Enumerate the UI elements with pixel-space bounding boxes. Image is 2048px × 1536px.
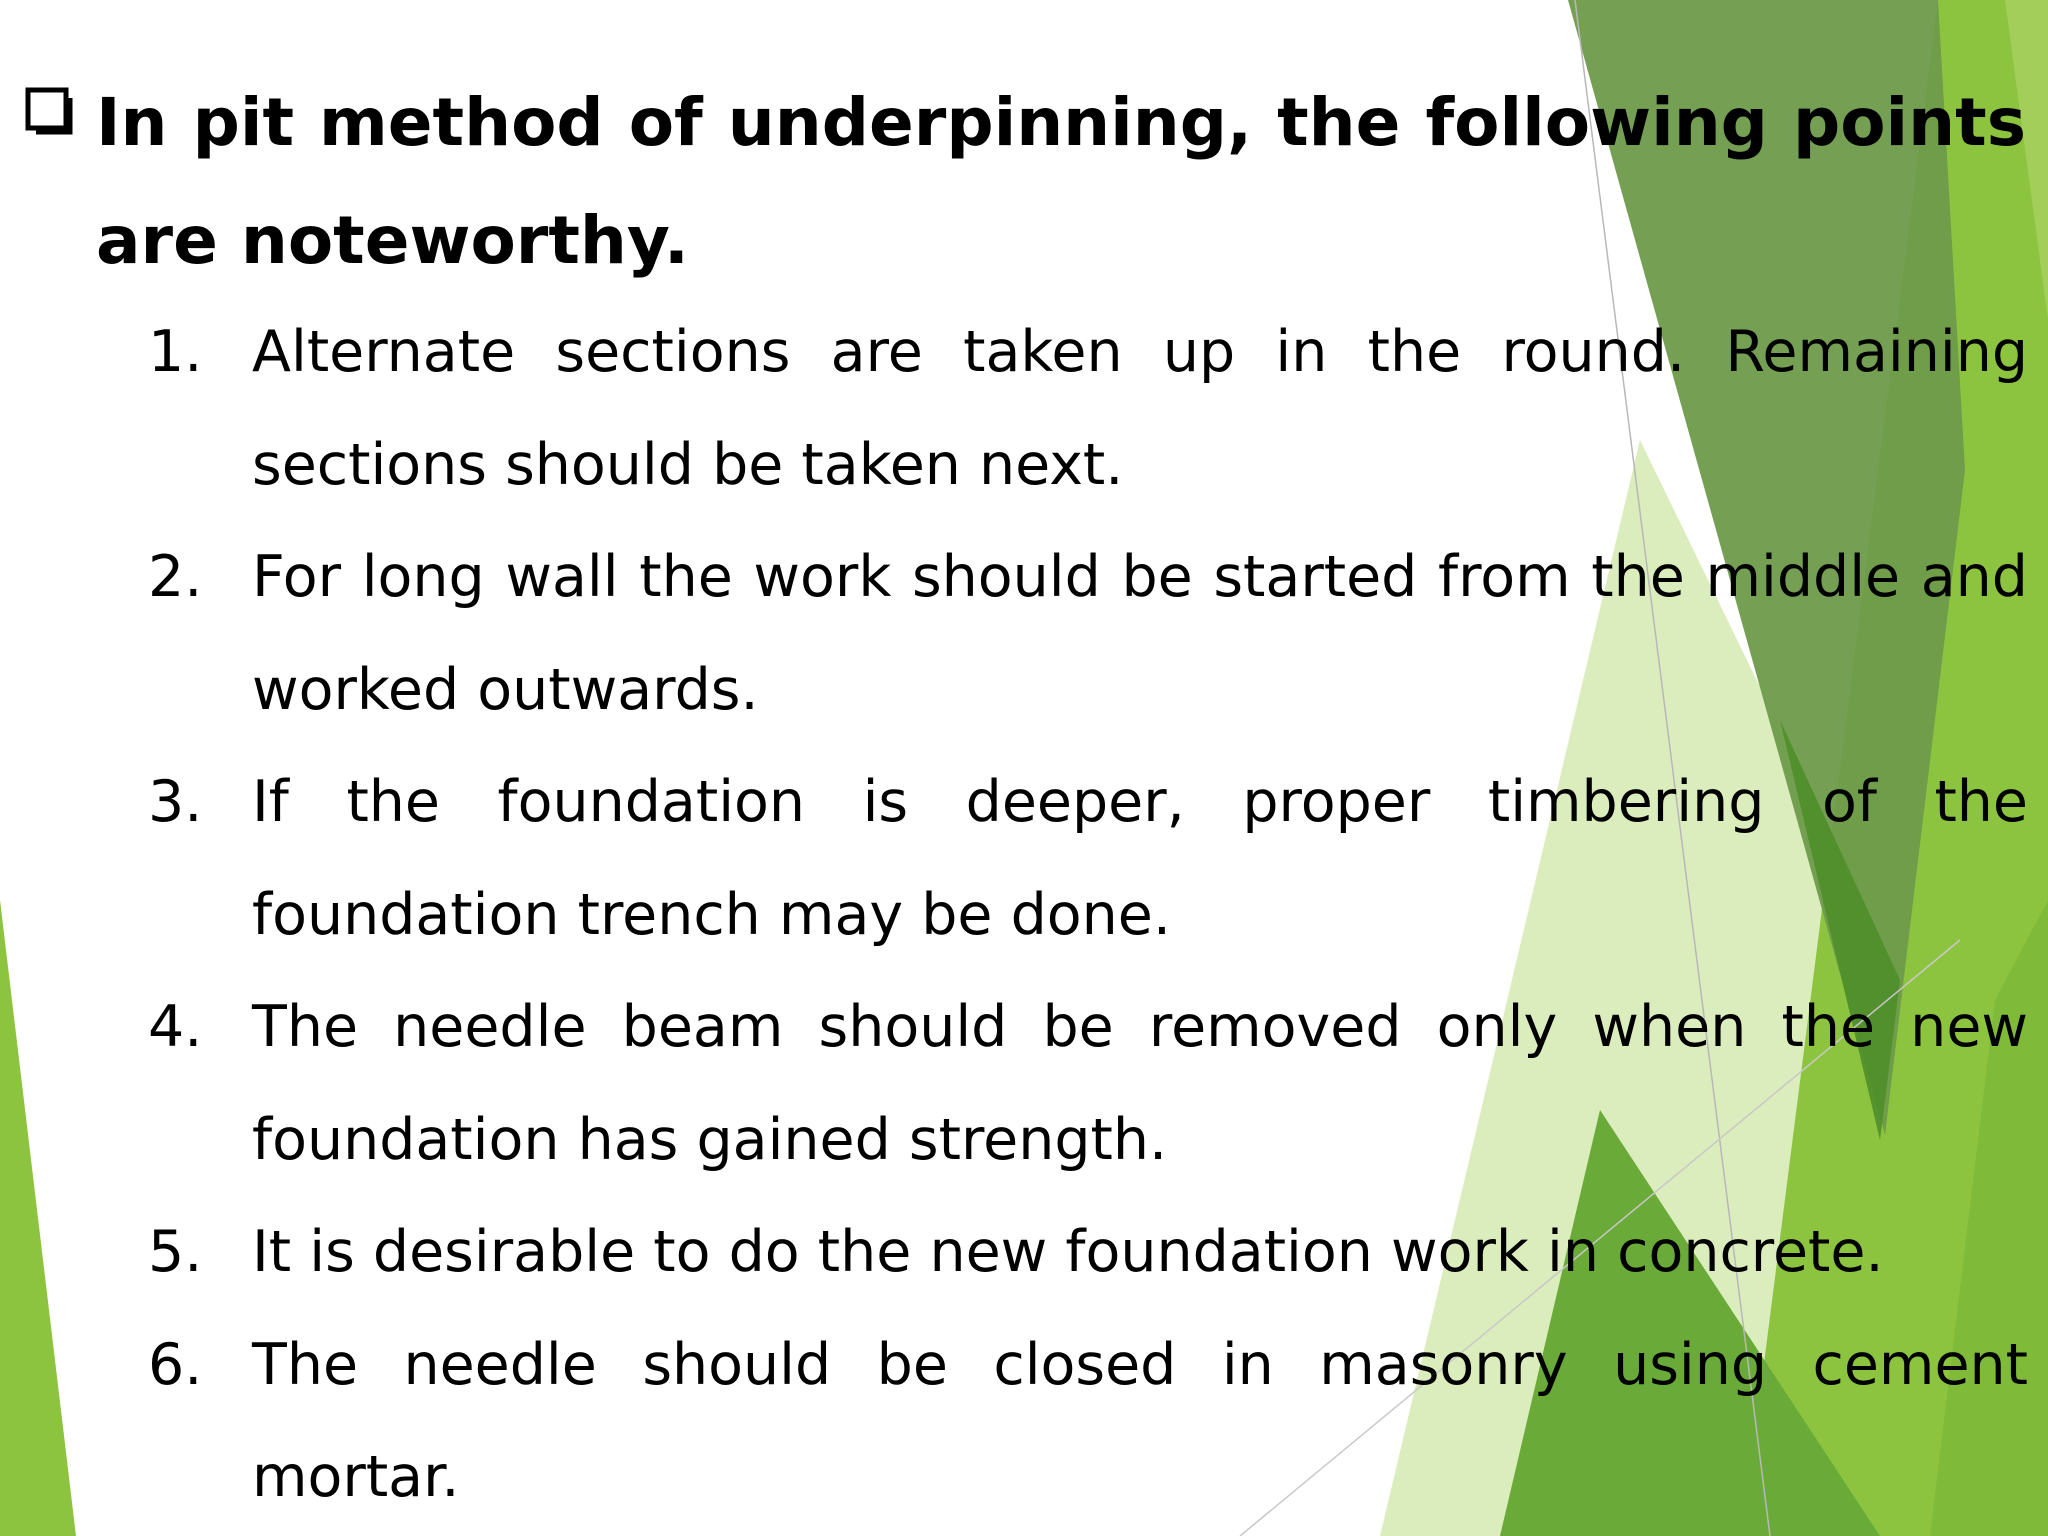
list-item-text: It is desirable to do the new foundation work in concrete. [252, 1219, 1884, 1285]
list-item-text: For long wall the work should be started from the middle and worked outwards. [252, 544, 2028, 723]
list-item-text: The needle should be closed in masonry using cement mortar. [252, 1331, 2028, 1510]
list-item-text: Alternate sections are taken up in the round. Remaining sections should be taken next. [252, 319, 2028, 498]
list-item-text: The needle beam should be removed only when the new foundation has gained strength. [252, 994, 2028, 1173]
heading-text: In pit method of underpinning, the following points are noteworthy. [96, 84, 2026, 279]
numbered-list [148, 296, 2028, 1534]
list-item-number: 1. [148, 319, 203, 385]
list-item-text: If the foundation is deeper, proper timbering of the foundation trench may be done. [252, 769, 2028, 948]
list-item [148, 746, 2028, 971]
list-item-number: 3. [148, 769, 203, 835]
list-item [148, 521, 2028, 746]
list-item-number: 2. [148, 544, 203, 610]
list-item-number: 6. [148, 1331, 203, 1398]
list-item [148, 1309, 2028, 1534]
slide-heading [24, 64, 2024, 300]
list-item-number: 5. [148, 1219, 203, 1285]
list-item [148, 296, 2028, 521]
list-item [148, 1196, 2028, 1309]
list-item-number: 4. [148, 994, 203, 1060]
hollow-square-bullet-icon [24, 86, 74, 136]
list-item [148, 971, 2028, 1196]
